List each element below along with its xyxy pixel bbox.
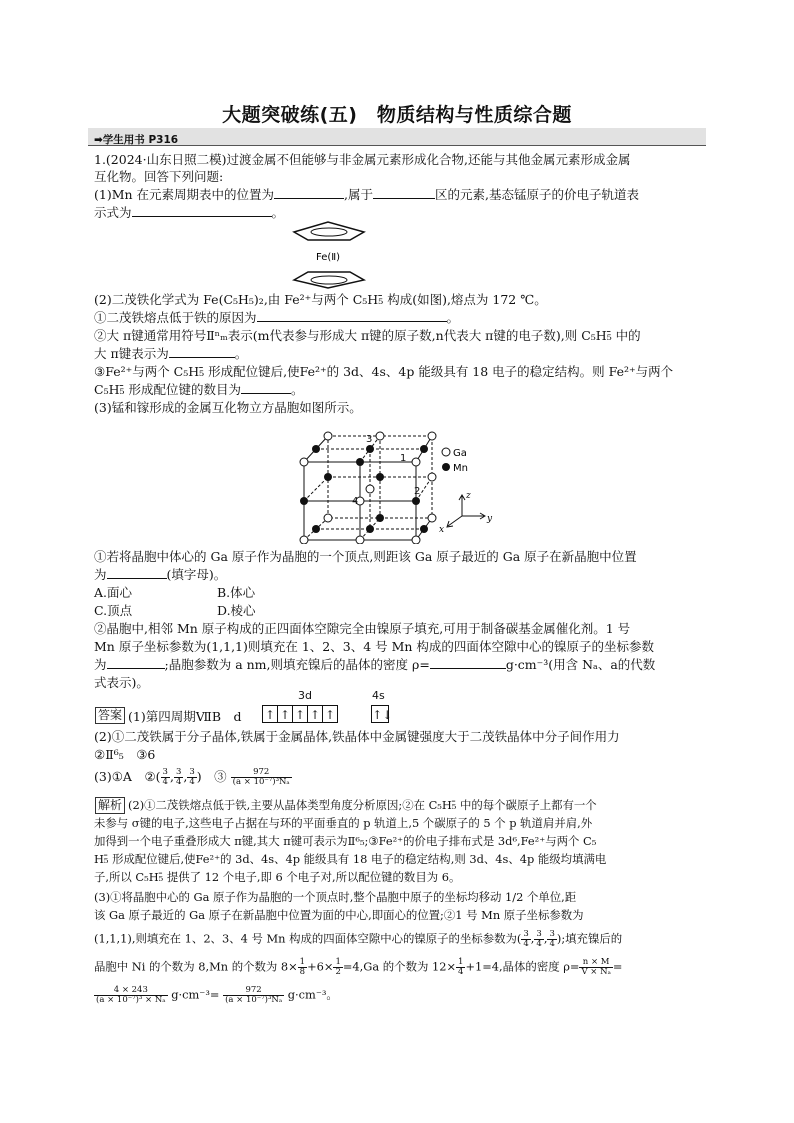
fe-label: Fe(Ⅱ) (316, 252, 341, 263)
legend-ga: Ga (453, 448, 467, 459)
q-line-1: 1.(2024·山东日照二模)过渡金属不但能够与非金属元素形成化合物,还能与其他金属元素形成金属 (94, 152, 631, 167)
option-c: C.顶点 (94, 603, 133, 618)
cell-label-4: 4 (352, 496, 359, 507)
legend-mn-icon (442, 463, 450, 471)
q-line-10: C₅H₅̄ 形成配位键的数目为 。 (94, 382, 304, 397)
q-line-16: 为 ;晶胞参数为 a nm,则填充镍后的晶体的密度 ρ= g·cm⁻³(用含 Nₐ、a的代数 (94, 657, 656, 672)
q-line-13: 为 (填字母)。 (94, 567, 227, 582)
exp-line-9: 晶胞中 Ni 的个数为 8,Mn 的个数为 8× $\frac{1}{8}$ +6× $\frac{1}{2}$ =4,Ga 的个数为 12× $\frac{1}{4}$ +1=4,晶体的密度 ρ= $\frac{n \times M}{\text{V × Nₐ}}$ = (94, 957, 623, 977)
orbital-4s-label: 4s (372, 689, 385, 702)
cell-label-3: 3 (366, 434, 373, 445)
q-line-2: 互化物。回答下列问题: (94, 169, 224, 184)
cell-label-2: 2 (414, 486, 421, 497)
exp-line-7: 该 Ga 原子最近的 Ga 原子在新晶胞中位置为面的中心,即面心的位置;②1 号 Mn 原子坐标参数为 (94, 908, 584, 922)
q-line-17: 式表示)。 (94, 675, 149, 690)
exp-line-4: H₅̄ 形成配位键后,使Fe²⁺的 3d、4s、4p 能级具有 18 电子的稳定结构,则 3d、4s、4p 能级均填满电 (94, 852, 607, 866)
answer-line-2: (2)①二茂铁属于分子晶体,铁属于金属晶体,铁晶体中金属键强度大于二茂铁晶体中分子间作用力 (94, 729, 620, 744)
crystal-cell-figure (296, 418, 506, 544)
q-line-3: (1)Mn 在元素周期表中的位置为 ,属于 区的元素,基态锰原子的价电子轨道表 (94, 187, 639, 202)
orbital-3d-box-1: ↑ (262, 705, 278, 723)
cyclopentadienyl-ring-bottom (294, 272, 364, 288)
orbital-diagram (262, 689, 393, 723)
orbital-3d-box-2: ↑ (277, 705, 293, 723)
legend-ga-icon (442, 448, 450, 456)
answer-tag: 答案 (95, 707, 125, 724)
answer-line-3: ②Ⅱ⁶₅ ③6 (94, 747, 156, 762)
exp-line-2: 未参与 σ键的电子,这些电子占据在与环的平面垂直的 p 轨道上,5 个碳原子的 5 个 p 轨道肩并肩,外 (94, 816, 593, 830)
bar-label: ➡学生用书 P316 (94, 134, 179, 146)
q-line-15: Mn 原子坐标参数为(1,1,1)则填充在 1、2、3、4 号 Mn 构成的四面体空隙中心的镍原子的坐标参数 (94, 639, 654, 654)
blank-reason[interactable] (257, 309, 447, 322)
mn-atoms (300, 445, 428, 533)
q-line-5: (2)二茂铁化学式为 Fe(C₅H₅)₂,由 Fe²⁺与两个 C₅H₅̄ 构成(如图),熔点为 172 ℃。 (94, 292, 547, 307)
cell-label-1: 1 (400, 453, 407, 464)
axis-x-label: x (439, 525, 445, 535)
answer-line-1: (1)第四周期ⅦB d (128, 709, 242, 724)
orbital-4s-box: ↑↓ (371, 705, 389, 723)
blank-position[interactable] (274, 186, 344, 199)
q-line-4: 示式为 。 (94, 205, 285, 220)
exp-line-3: 加得到一个电子重叠形成大 π键,其大 π键可表示为Ⅱ⁶₅;③Fe²⁺的价电子排布式是 3d⁶,Fe²⁺与两个 C₅ (94, 834, 597, 848)
legend-mn: Mn (453, 463, 468, 474)
orbital-3d-box-4: ↑ (307, 705, 323, 723)
q-line-12: ①若将晶胞中体心的 Ga 原子作为晶胞的一个顶点,则距该 Ga 原子最近的 Ga 原子在新晶胞中位置 (94, 549, 637, 564)
blank-bond-count[interactable] (241, 381, 291, 394)
blank-choice[interactable] (107, 566, 167, 579)
blank-block[interactable] (373, 186, 435, 199)
ferrocene-figure (284, 218, 374, 290)
orbital-3d-label: 3d (298, 689, 312, 702)
q-options-row-1 (94, 584, 706, 601)
q-line-7: ②大 π键通常用符号Ⅱⁿₘ表示(m代表参与形成大 π键的原子数,n代表大 π键的电子数),则 C₅H₅̄ 中的 (94, 328, 641, 343)
axis-y-label: y (487, 514, 493, 524)
q-line-11: (3)锰和镓形成的金属互化物立方晶胞如图所示。 (94, 400, 362, 415)
option-b: B.体心 (217, 585, 256, 600)
blank-density[interactable] (430, 656, 506, 669)
q-line-14: ②晶胞中,相邻 Mn 原子构成的正四面体空隙完全由镍原子填充,可用于制备碳基金属催化剂。1 号 (94, 621, 631, 636)
axis-z-label: z (466, 491, 471, 501)
option-d: D.棱心 (217, 603, 256, 618)
exp-line-10: $\frac{4 \times 243}{\text{(a × 10⁻⁷)³ × Nₐ}}$ g·cm⁻³= $\frac{972}{\text{(a × 10⁻⁷)³Nₐ}}$ g·cm⁻³。 (96, 985, 338, 1005)
cyclopentadienyl-ring-top (294, 222, 364, 240)
q-line-9: ③Fe²⁺与两个 C₅H₅̄ 形成配位键后,使Fe²⁺的 3d、4s、4p 能级具有 18 电子的稳定结构。则 Fe²⁺与两个 (94, 364, 674, 379)
page-title: 大题突破练(五) 物质结构与性质综合题 (222, 104, 572, 126)
section-bar (88, 128, 706, 146)
orbital-3d-box-3: ↑ (292, 705, 308, 723)
orbital-3d-box-5: ↑ (322, 705, 338, 723)
exp-line-8: (1,1,1),则填充在 1、2、3、4 号 Mn 构成的四面体空隙中心的镍原子的坐标参数为( $\frac{3}{4}$ , $\frac{3}{4}$ , $\frac{3}{4}$ );填充镍后的 (94, 929, 623, 949)
blank-orbital[interactable] (132, 204, 272, 217)
blank-pi-bond[interactable] (169, 345, 235, 358)
answer-line-4: (3)①A ②( $\frac{3}{4}$ , $\frac{3}{4}$ , $\frac{3}{4}$ ) ③ $\frac{972}{\text{(a × 10⁻⁷)³Nₐ}}$ (94, 767, 290, 787)
exp-line-6: (3)①将晶胞中心的 Ga 原子作为晶胞的一个顶点时,整个晶胞中原子的坐标均移动 1/2 个单位,距 (94, 890, 577, 904)
exp-line-5: 子,所以 C₅H₅̄ 提供了 12 个电子,即 6 个电子对,所以配位键的数目为 6。 (94, 870, 461, 884)
blank-coordinate[interactable] (107, 656, 165, 669)
q-line-6: ①二茂铁熔点低于铁的原因为 。 (94, 310, 460, 325)
explanation-tag: 解析 (95, 797, 125, 814)
option-a: A.面心 (94, 585, 133, 600)
exp-line-1: (2)①二茂铁熔点低于铁,主要从晶体类型角度分析原因;②在 C₅H₅̄ 中的每个碳原子上都有一个 (128, 798, 597, 812)
q-options-row-2 (94, 602, 706, 619)
q-line-8: 大 π键表示为 。 (94, 346, 248, 361)
